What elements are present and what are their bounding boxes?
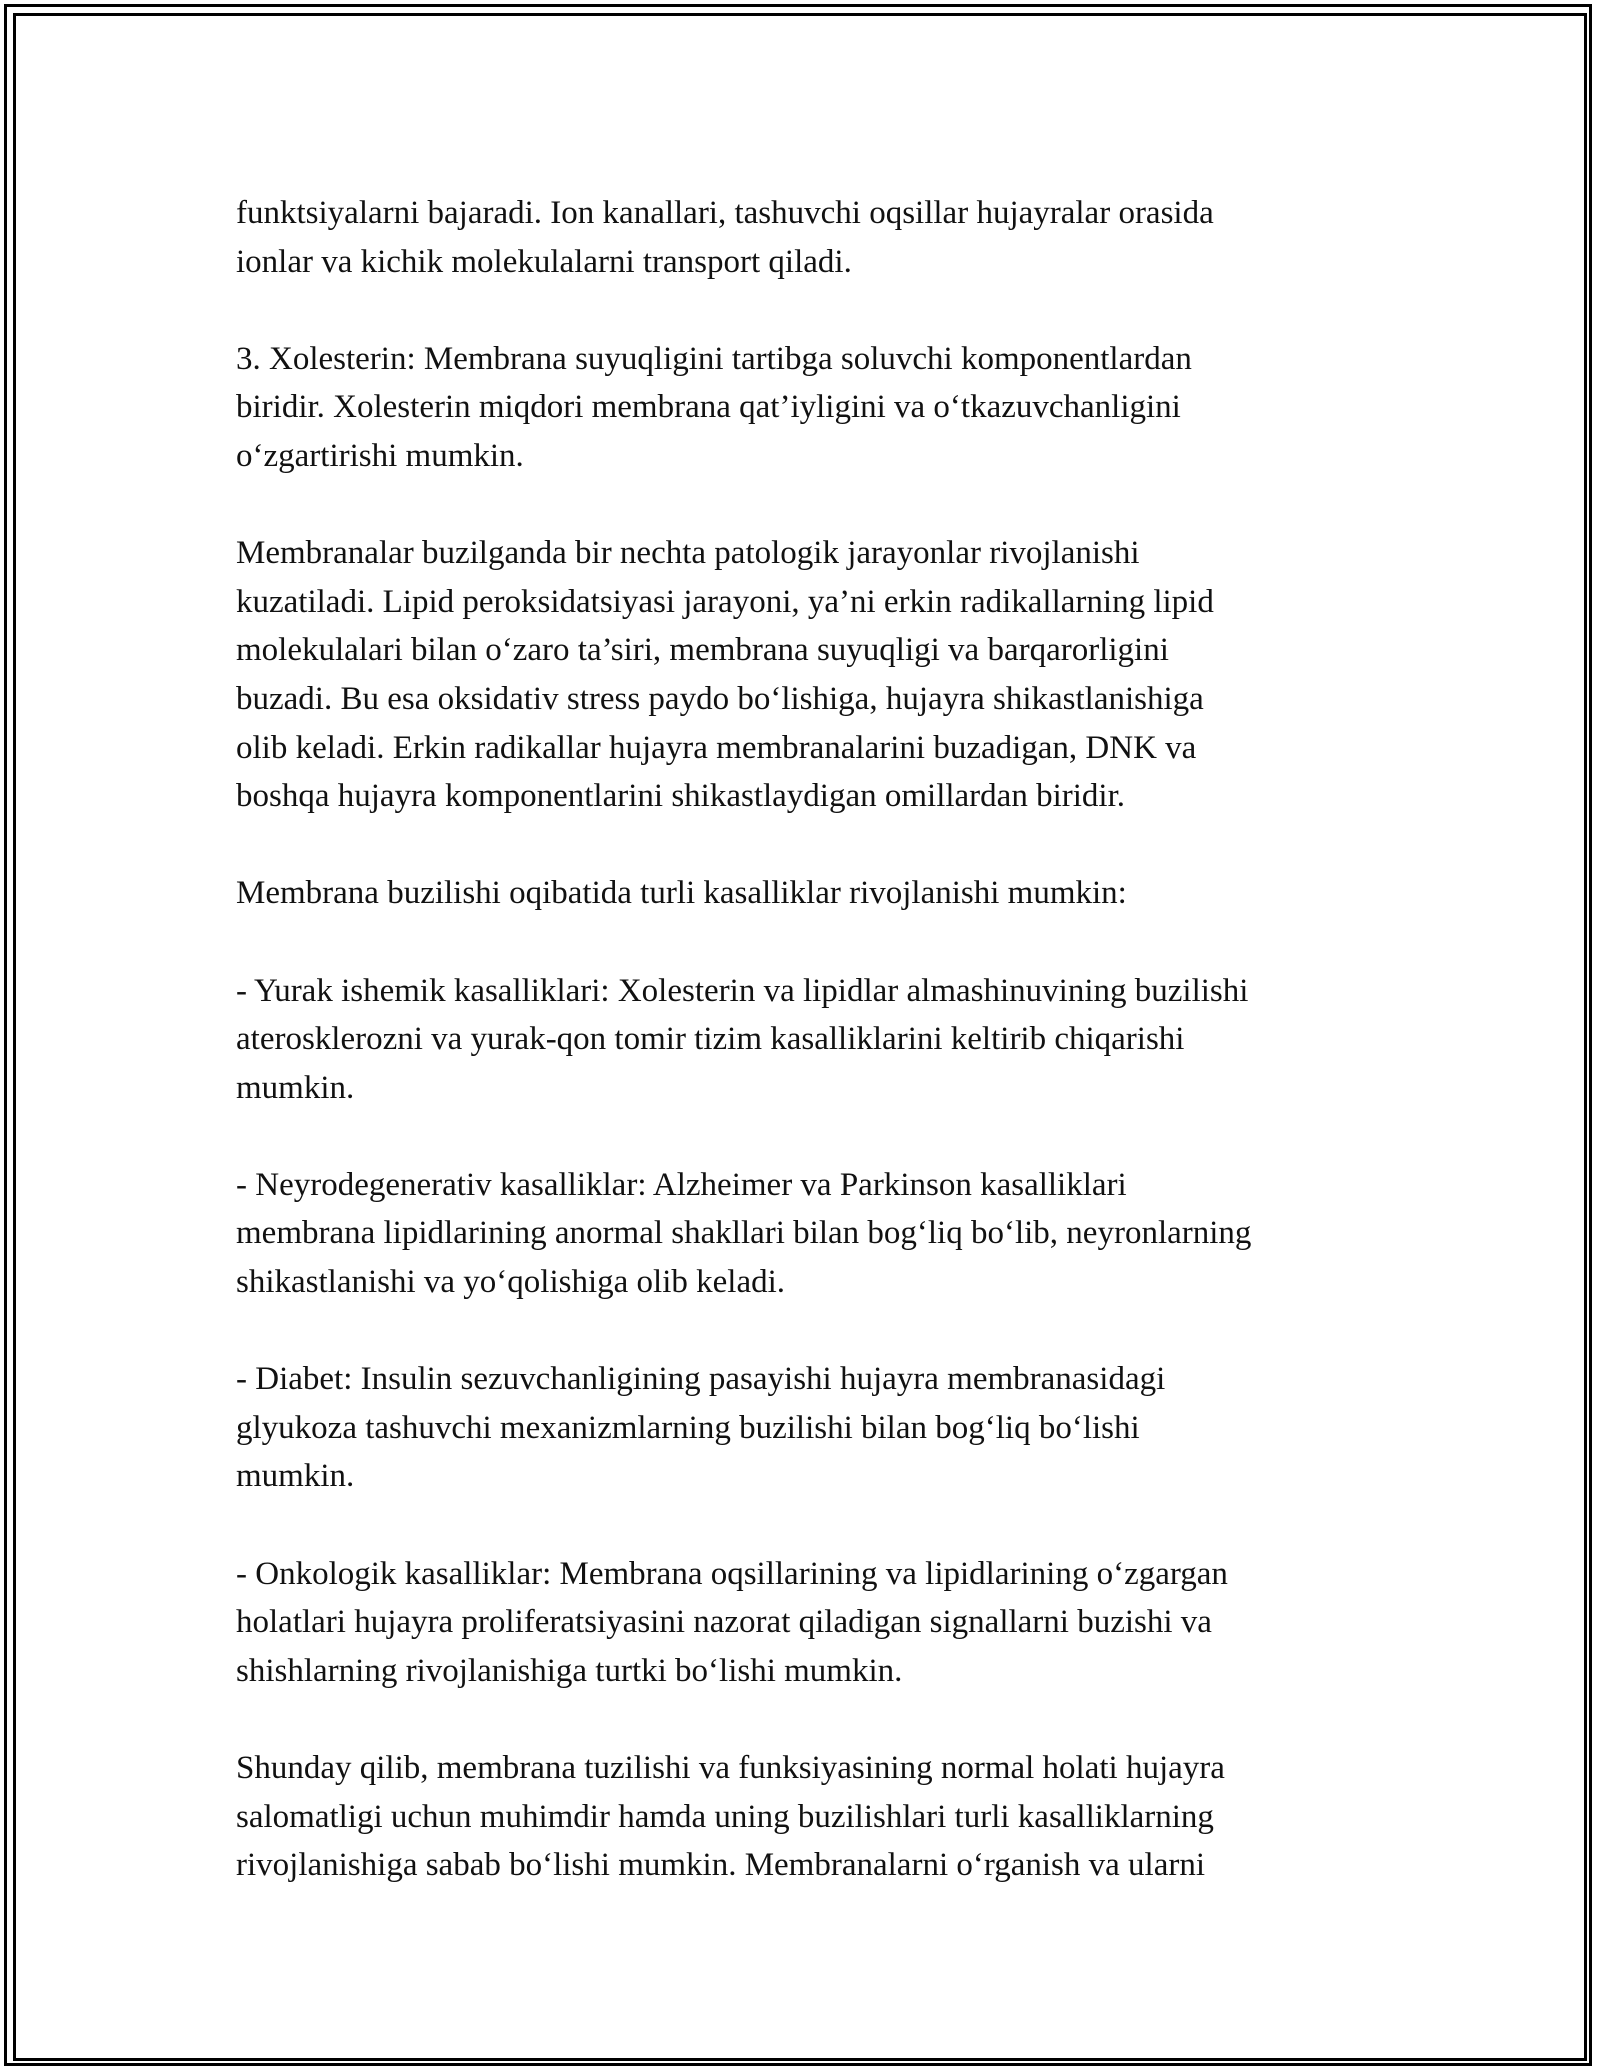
list-item-heart-disease (236, 967, 1386, 1113)
paragraph-cholesterol (236, 335, 1386, 481)
list-item-diabetes (236, 1355, 1386, 1501)
text-line: shishlarning rivojlanishiga turtki bo‘lishi mumkin. (236, 1652, 903, 1689)
text-line: o‘zgartirishi mumkin. (236, 437, 524, 474)
paragraph-diseases-intro (236, 869, 1386, 918)
text-line: rivojlanishiga sabab bo‘lishi mumkin. Membranalarni o‘rganish va ularni (236, 1847, 1206, 1884)
text-line: - Yurak ishemik kasalliklari: Xolesterin va lipidlar almashinuvining buzilishi (236, 972, 1249, 1009)
text-line: funktsiyalarni bajaradi. Ion kanallari, tashuvchi oqsillar hujayralar orasida (236, 195, 1214, 231)
text-line: ionlar va kichik molekulalarni transport qiladi. (236, 243, 852, 280)
document-body (236, 189, 1386, 1938)
list-item-oncology (236, 1550, 1386, 1696)
text-line: mumkin. (236, 1069, 355, 1106)
text-line: mumkin. (236, 1458, 355, 1495)
text-line: holatlari hujayra proliferatsiyasini nazorat qiladigan signallarni buzishi va (236, 1604, 1212, 1641)
text-line: kuzatiladi. Lipid peroksidatsiyasi jarayoni, ya’ni erkin radikallarning lipid (236, 583, 1214, 620)
paragraph-conclusion (236, 1744, 1386, 1890)
text-line: aterosklerozni va yurak-qon tomir tizim kasalliklarini keltirib chiqarishi (236, 1021, 1185, 1058)
text-line: Membranalar buzilganda bir nechta patologik jarayonlar rivojlanishi (236, 535, 1140, 572)
text-line: buzadi. Bu esa oksidativ stress paydo bo‘lishiga, hujayra shikastlanishiga (236, 680, 1204, 717)
list-item-neurodegenerative (236, 1161, 1386, 1307)
text-line: salomatligi uchun muhimdir hamda uning buzilishlari turli kasalliklarning (236, 1798, 1214, 1835)
text-line: olib keladi. Erkin radikallar hujayra membranalarini buzadigan, DNK va (236, 729, 1197, 766)
text-line: 3. Xolesterin: Membrana suyuqligini tartibga soluvchi komponentlardan (236, 340, 1192, 377)
text-line: biridir. Xolesterin miqdori membrana qat’iyligini va o‘tkazuvchanligini (236, 389, 1181, 426)
text-line: membrana lipidlarining anormal shakllari bilan bog‘liq bo‘lib, neyronlarning (236, 1215, 1252, 1252)
text-line: molekulalari bilan o‘zaro ta’siri, membrana suyuqligi va barqarorligini (236, 632, 1169, 669)
text-line: glyukoza tashuvchi mexanizmlarning buzilishi bilan bog‘liq bo‘lishi (236, 1409, 1140, 1446)
text-line: Shunday qilib, membrana tuzilishi va funksiyasining normal holati hujayra (236, 1750, 1225, 1786)
text-line: boshqa hujayra komponentlarini shikastlaydigan omillardan biridir. (236, 778, 1125, 815)
paragraph-ion-channels (236, 189, 1386, 286)
text-line: - Diabet: Insulin sezuvchanligining pasayishi hujayra membranasidagi (236, 1361, 1166, 1398)
text-line: Membrana buzilishi oqibatida turli kasalliklar rivojlanishi mumkin: (236, 875, 1127, 912)
text-line: shikastlanishi va yo‘qolishiga olib keladi. (236, 1264, 786, 1301)
text-line: - Onkologik kasalliklar: Membrana oqsillarining va lipidlarining o‘zgargan (236, 1555, 1228, 1592)
text-line: - Neyrodegenerativ kasalliklar: Alzheimer va Parkinson kasalliklari (236, 1166, 1127, 1203)
paragraph-membrane-damage (236, 529, 1386, 821)
